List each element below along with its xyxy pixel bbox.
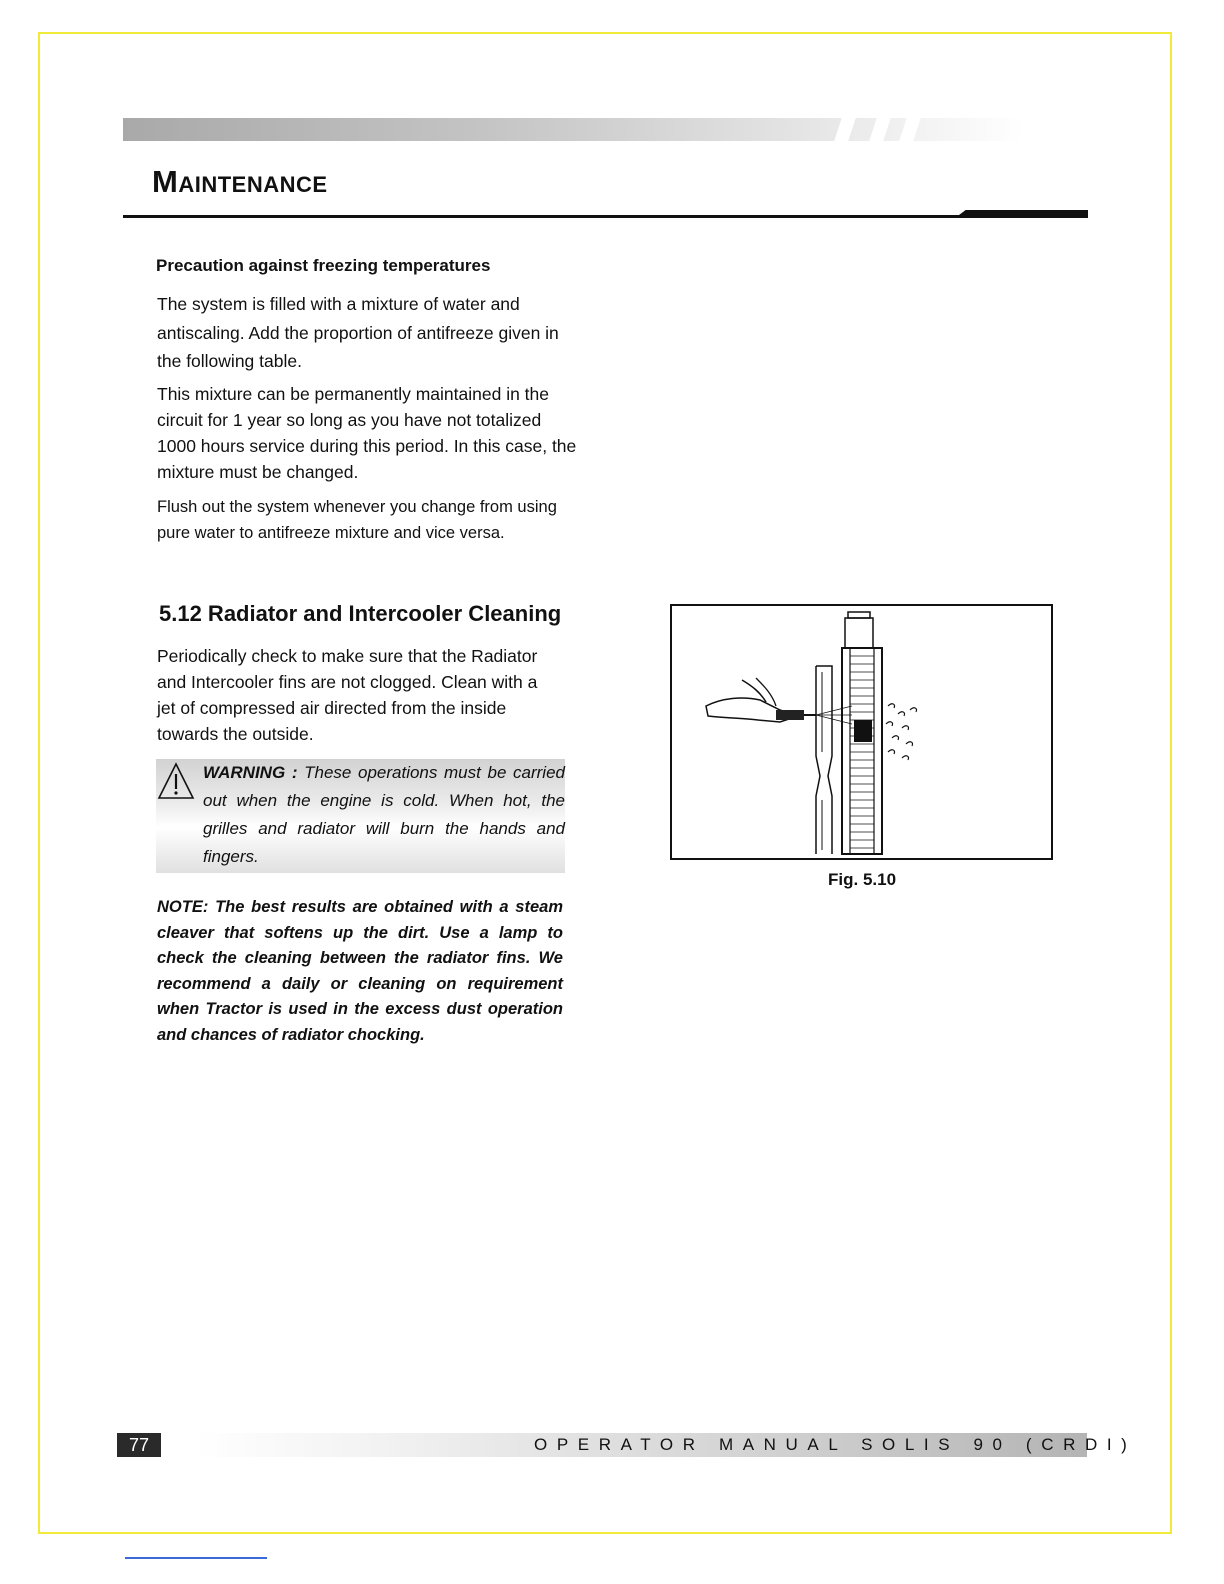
footer-manual-title: OPERATOR MANUAL SOLIS 90 (CRDI) (534, 1435, 1137, 1454)
radiator-paragraph: Periodically check to make sure that the Radiator and Intercooler fins are not clogged. Clean with a jet of compressed air directed from the inside towards the outside. (157, 646, 538, 744)
warning-text: WARNING : These operations must be carried out when the engine is cold. When hot, the grilles and radiator will burn the hands and fingers. (203, 763, 565, 866)
bottom-link-line (125, 1557, 267, 1559)
warning-box (156, 759, 565, 873)
radiator-section-title: 5.12 Radiator and Intercooler Cleaning (159, 601, 562, 626)
warning-triangle-icon (156, 761, 196, 801)
header-rule (123, 215, 1088, 218)
freezing-section-title: Precaution against freezing temperatures (156, 256, 491, 275)
page-number: 77 (117, 1433, 161, 1457)
header-band (123, 118, 1023, 141)
radiator-cleaning-illustration (672, 606, 1051, 858)
page-title: Maintenance (152, 164, 328, 199)
freezing-paragraph-2: This mixture can be permanently maintained in the circuit for 1 year so long as you have not totalized 1000 hours service during this period. In this case, the mixture must be changed. (157, 384, 577, 482)
header-rule-tab (955, 210, 1088, 218)
warning-message: These operations must be carried out when the engine is cold. When hot, the grilles and radiator will burn the hands and fingers. (203, 763, 565, 866)
figure-caption: Fig. 5.10 (828, 870, 897, 889)
freezing-paragraph-3: Flush out the system whenever you change from using pure water to antifreeze mixture and vice versa. (157, 498, 557, 542)
freezing-paragraph-1: The system is filled with a mixture of water and antiscaling. Add the proportion of antifreeze given in the following table. (157, 294, 559, 371)
note-text: NOTE: The best results are obtained with a steam cleaver that softens up the dirt. Use a lamp to check the cleaning between the radiator fins. We recommend a daily or cleaning on requirement when Tractor is used in the excess dust operation and chances of radiator chocking. (157, 898, 563, 1044)
radiator-cleaning-figure (670, 604, 1053, 860)
warning-label: WARNING (203, 763, 286, 782)
